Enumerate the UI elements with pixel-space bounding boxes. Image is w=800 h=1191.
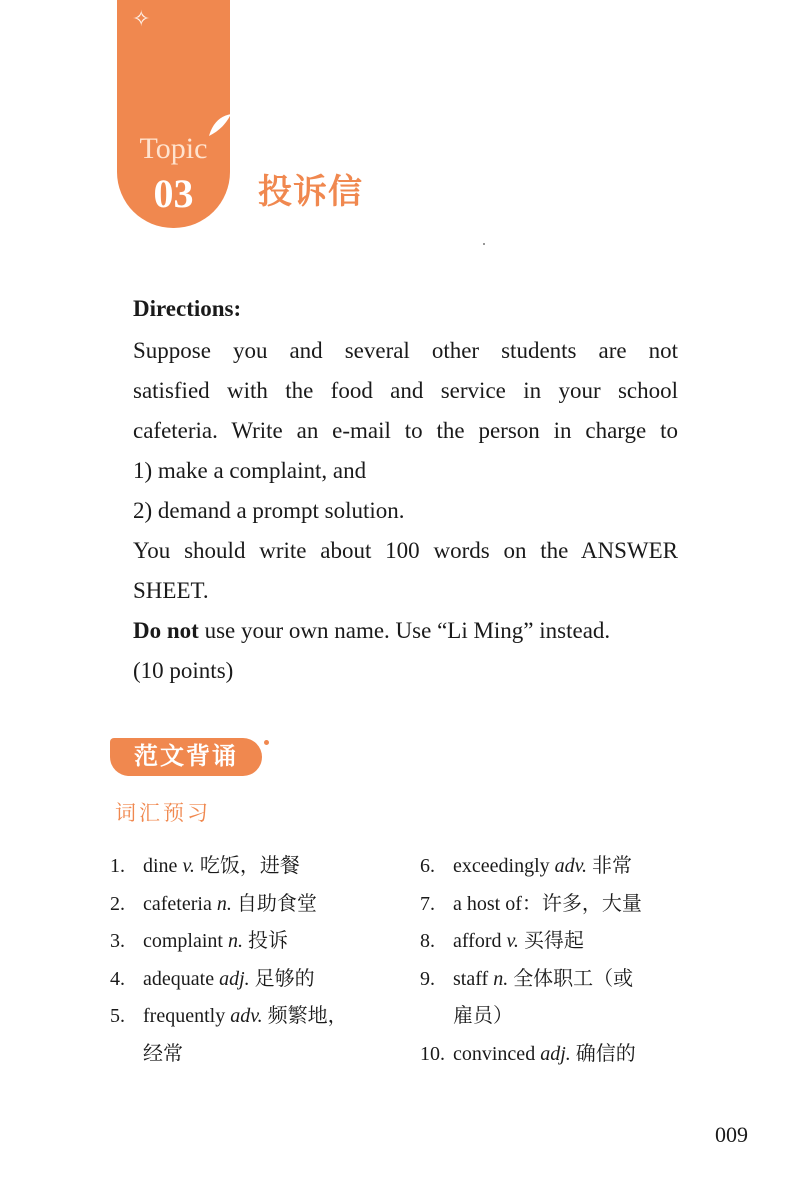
vocab-pos: adv. <box>554 855 588 877</box>
vocab-item <box>420 961 690 1036</box>
vocab-word: a host of <box>453 892 522 915</box>
directions-line: SHEET. <box>133 578 209 603</box>
vocab-list-right <box>420 848 690 1073</box>
vocab-num: 2. <box>110 892 125 915</box>
vocab-word: afford <box>453 930 502 952</box>
vocab-meaning-cont: 经常 <box>143 1042 183 1065</box>
vocab-pos: n. <box>493 967 509 990</box>
vocab-meaning: ：许多，大量 <box>521 892 642 915</box>
vocab-word: cafeteria <box>143 892 212 915</box>
vocab-meaning: 自助食堂 <box>236 892 317 915</box>
vocab-num: 10. <box>420 1042 445 1065</box>
topic-tab <box>117 0 230 228</box>
vocab-item <box>110 961 370 999</box>
directions-item: 1) make a complaint, and <box>133 458 367 483</box>
vocab-word: exceedingly <box>453 855 550 877</box>
vocab-item <box>420 848 690 886</box>
vocab-num: 7. <box>420 892 435 915</box>
vocab-pos: adv. <box>230 1005 263 1027</box>
vocab-meaning: 投诉 <box>247 930 288 952</box>
directions-item: 2) demand a prompt solution. <box>133 498 405 523</box>
vocab-word: staff <box>453 967 489 990</box>
vocab-pos: v. <box>182 855 195 877</box>
vocab-meaning: 买得起 <box>523 930 584 952</box>
vocab-meaning: 吃饭，进餐 <box>199 855 300 877</box>
vocab-word: dine <box>143 855 178 877</box>
vocab-pos: adj. <box>219 967 250 990</box>
vocab-pos: v. <box>506 930 519 952</box>
vocab-pos: adj. <box>540 1042 571 1065</box>
vocab-item <box>110 998 370 1073</box>
vocab-num: 8. <box>420 930 435 952</box>
vocab-subheading: 词汇预习 <box>115 801 211 825</box>
page-title: 投诉信 <box>258 174 363 211</box>
directions-line: satisfied with the food and service in your school <box>133 378 678 403</box>
vocab-list-left <box>110 848 370 1073</box>
decorative-dot <box>483 243 485 245</box>
directions-points: (10 points) <box>133 658 234 683</box>
vocab-word: adequate <box>143 967 215 990</box>
vocab-num: 9. <box>420 967 435 990</box>
vocab-item <box>110 923 370 961</box>
vocab-meaning-cont: 雇员） <box>453 1005 513 1027</box>
vocab-item <box>110 848 370 886</box>
directions-line: cafeteria. Write an e-mail to the person in charge to <box>133 418 678 443</box>
topic-number: 03 <box>153 171 194 216</box>
directions-line <box>133 611 678 651</box>
directions-line: Suppose you and several other students are not <box>133 338 678 363</box>
section-pill: 范文背诵 <box>110 738 262 776</box>
directions-block <box>133 289 678 691</box>
do-not-bold: Do not <box>133 618 199 643</box>
topic-label: Topic <box>139 132 208 165</box>
directions-heading: Directions: <box>133 296 242 321</box>
vocab-item <box>420 923 690 961</box>
vocab-num: 6. <box>420 855 435 877</box>
vocab-num: 4. <box>110 967 125 990</box>
vocab-num: 1. <box>110 855 125 877</box>
vocab-meaning: 全体职工（或 <box>513 967 634 990</box>
directions-line: You should write about 100 words on the ANSWER <box>133 538 678 563</box>
vocab-num: 3. <box>110 930 125 952</box>
vocab-num: 5. <box>110 1005 125 1027</box>
vocab-pos: n. <box>216 892 232 915</box>
directions-line-rest: use your own name. Use “Li Ming” instead. <box>198 618 611 643</box>
vocab-item <box>110 886 370 924</box>
vocab-word: frequently <box>143 1005 226 1027</box>
vocab-meaning: 非常 <box>592 855 633 877</box>
vocab-pos: n. <box>227 930 243 952</box>
vocab-meaning: 足够的 <box>254 967 315 990</box>
vocab-meaning: 确信的 <box>575 1042 636 1065</box>
pill-decoration <box>264 740 269 745</box>
vocab-word: complaint <box>143 930 223 952</box>
vocab-word: convinced <box>453 1042 536 1065</box>
vocab-item <box>420 886 690 924</box>
vocab-item <box>420 1036 690 1074</box>
sparkle-icon: ✧ <box>132 6 151 31</box>
page-number: 009 <box>715 1122 748 1147</box>
vocab-meaning: 频繁地， <box>267 1005 348 1027</box>
